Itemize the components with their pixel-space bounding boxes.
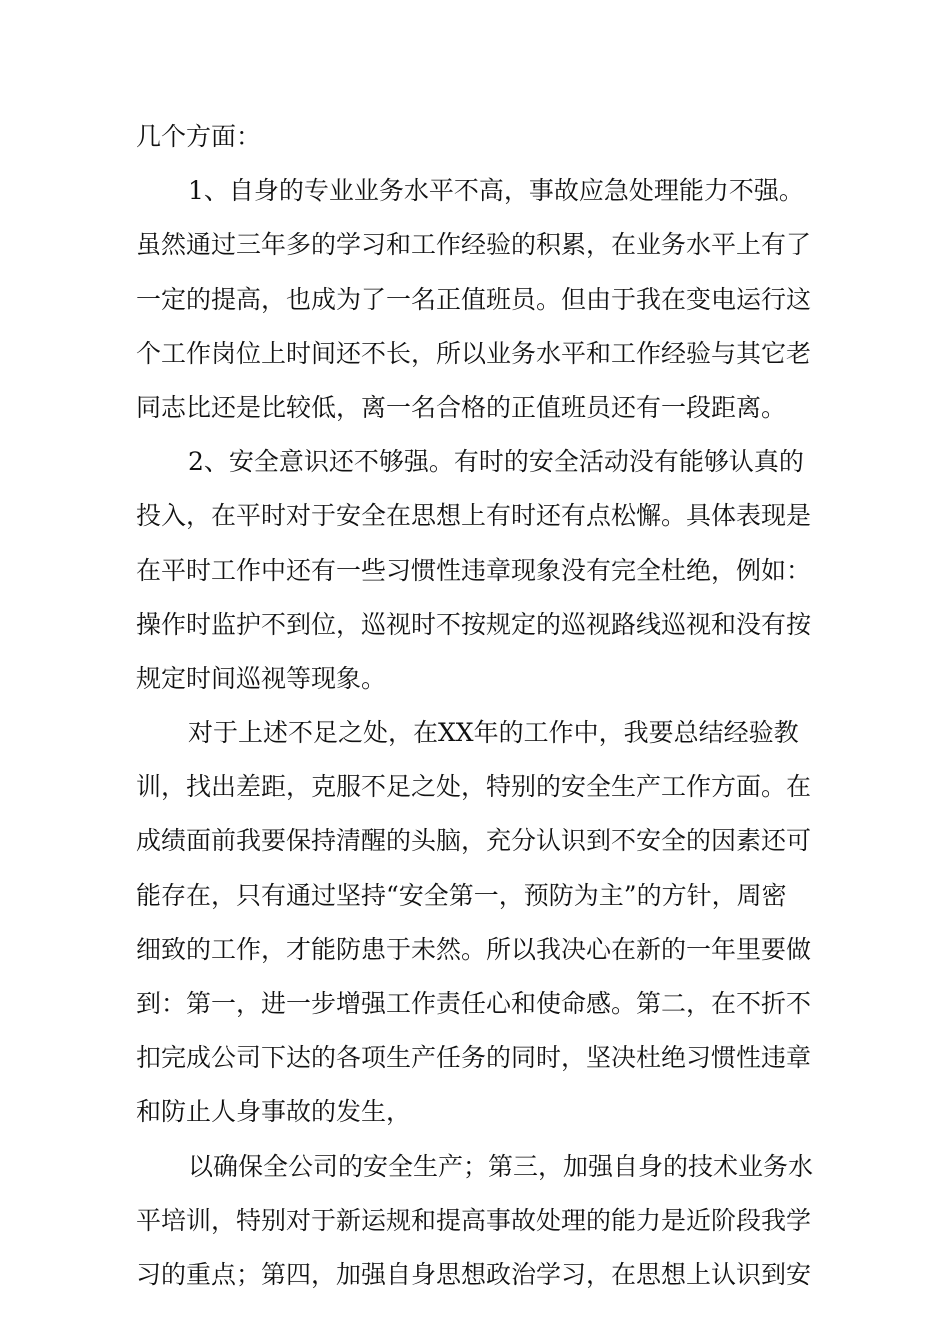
text-line: 习的重点；第四，加强自身思想政治学习，在思想上认识到安 — [136, 1259, 812, 1289]
paragraph-first-line: 1、自身的专业业务水平不高，事故应急处理能力不强。 — [188, 176, 804, 206]
text-line: 同志比还是比较低，离一名合格的正值班员还有一段距离。 — [136, 392, 787, 422]
text-line: 成绩面前我要保持清醒的头脑，充分认识到不安全的因素还可 — [136, 826, 812, 856]
paragraph-first-line: 2、安全意识还不够强。有时的安全活动没有能够认真的 — [188, 447, 804, 477]
text-line: 个工作岗位上时间还不长，所以业务水平和工作经验与其它老 — [136, 338, 812, 368]
text-line: 和防止人身事故的发生， — [136, 1097, 412, 1127]
text-line: 虽然通过三年多的学习和工作经验的积累，在业务水平上有了 — [136, 230, 812, 260]
text-line: 训，找出差距，克服不足之处，特别的安全生产工作方面。在 — [136, 772, 812, 802]
text-line: 能存在，只有通过坚持“安全第一，预防为主”的方针，周密 — [136, 880, 787, 910]
paragraph-first-line: 以确保全公司的安全生产；第三，加强自身的技术业务水 — [188, 1151, 814, 1181]
text-line: 细致的工作，才能防患于未然。所以我决心在新的一年里要做 — [136, 934, 812, 964]
text-line: 一定的提高，也成为了一名正值班员。但由于我在变电运行这 — [136, 284, 812, 314]
text-line: 平培训，特别对于新运规和提高事故处理的能力是近阶段我学 — [136, 1205, 812, 1235]
text-line: 规定时间巡视等现象。 — [136, 663, 387, 693]
text-line: 投入，在平时对于安全在思想上有时还有点松懈。具体表现是 — [136, 501, 812, 531]
text-line: 扣完成公司下达的各项生产任务的同时，坚决杜绝习惯性违章 — [136, 1043, 812, 1073]
text-line: 在平时工作中还有一些习惯性违章现象没有完全杜绝，例如： — [136, 555, 812, 585]
document-body — [136, 110, 836, 1302]
text-line: 几个方面： — [136, 122, 262, 151]
text-line: 操作时监护不到位，巡视时不按规定的巡视路线巡视和没有按 — [136, 609, 812, 639]
paragraph-first-line: 对于上述不足之处，在XX年的工作中，我要总结经验教 — [188, 718, 799, 748]
text-line: 到：第一，进一步增强工作责任心和使命感。第二，在不折不 — [136, 989, 812, 1018]
